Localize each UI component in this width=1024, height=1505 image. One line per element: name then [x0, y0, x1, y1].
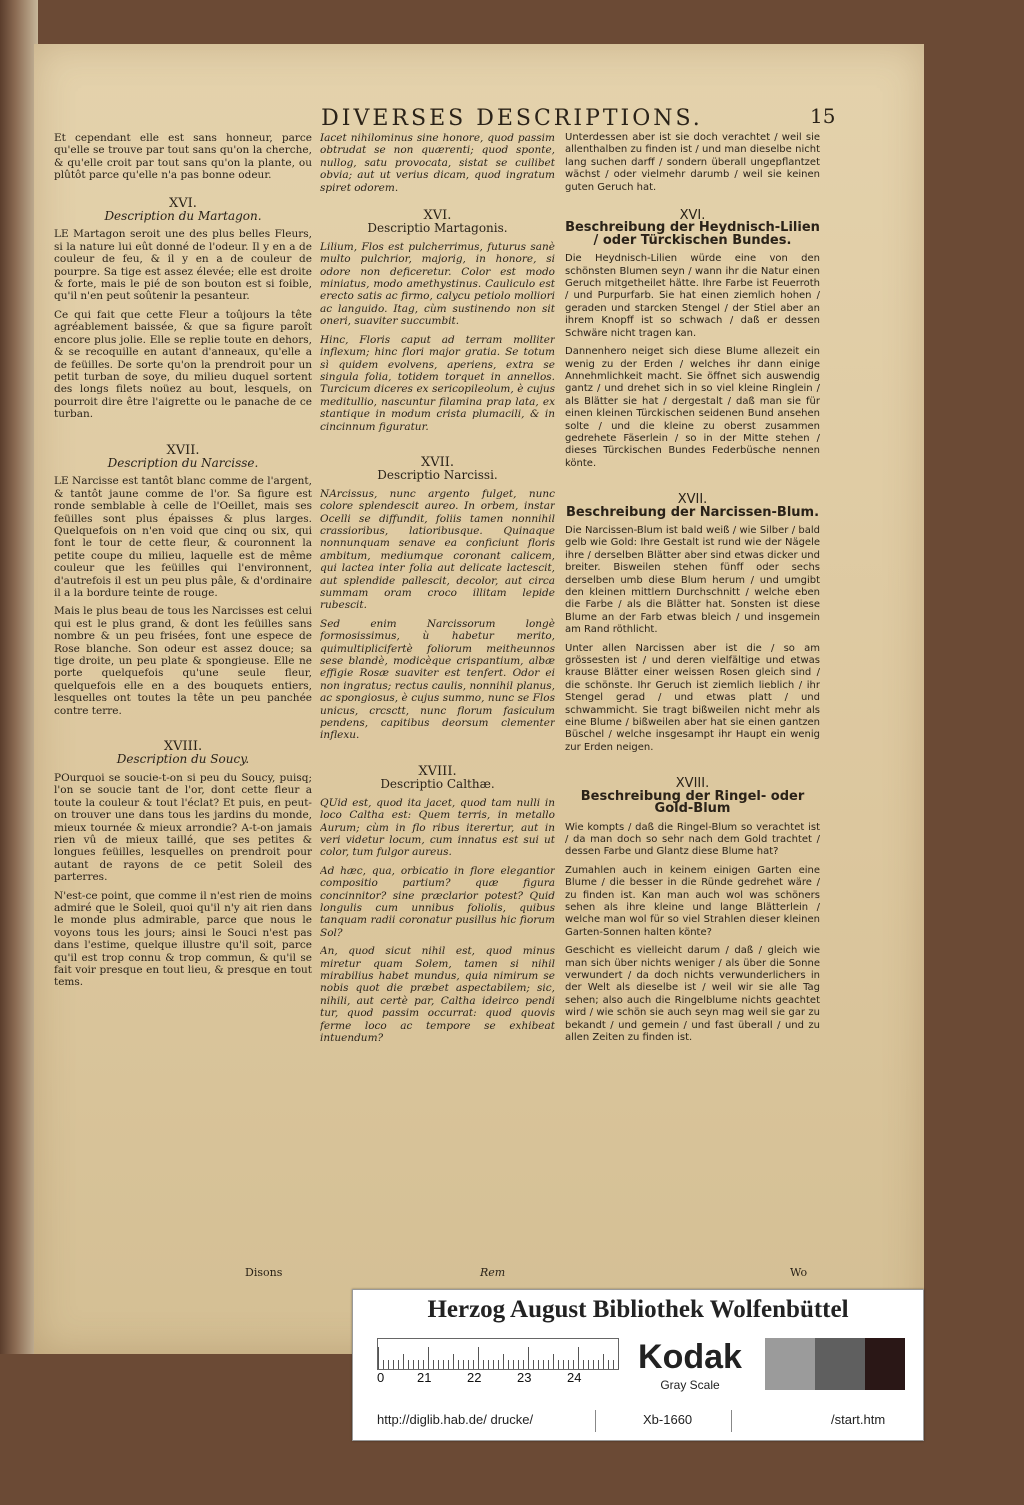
measurement-ruler: [377, 1338, 619, 1370]
ruler-tick: [548, 1360, 549, 1369]
ruler-tick: [553, 1354, 554, 1369]
section-number: XVII.: [677, 492, 708, 508]
shelfmark: Xb-1660: [643, 1412, 693, 1427]
paragraph-de: Dannenhero neiget sich diese Blume allezeit ein wenig zu der Erden / welches ihr dann einige Annehmlichkeit macht. Sie öffnet sich auswendig gantz / und drehet sich in so viel kleine Ringlein / als Blätter sie hat / dergestalt / daß man sie für einen kleinen Türckischen seidenen Bund ansehen solte / und die kleine zu oberst zusammen gedrehete Fäserlein / so in der Mitte stehen / dieses Türckischen Bundes Federbüsche nennen könte.: [565, 346, 820, 469]
ruler-tick: [478, 1347, 479, 1369]
section-number: XVI.: [169, 195, 197, 211]
section-title-de: Beschreibung der Narcissen-Blum.: [565, 504, 820, 520]
ruler-tick: [533, 1360, 534, 1369]
ruler-tick: [463, 1360, 464, 1369]
paragraph-de: Wie kompts / daß die Ringel-Blum so verachtet ist / da man doch so sehr nach dem Gold trachtet / dessen Farbe und Glantz diese Blume hat?: [565, 821, 820, 858]
section-title-la: Descriptio Calthæ.: [380, 777, 495, 792]
ruler-tick: [398, 1360, 399, 1369]
ruler-tick: [443, 1360, 444, 1369]
ruler-tick: [448, 1360, 449, 1369]
ruler-number: 24: [567, 1370, 582, 1385]
divider: [731, 1410, 732, 1432]
paragraph-fr: LE Narcisse est tantôt blanc comme de l'argent, & tantôt jaune comme de l'or. Sa figure est ronde semblable à celle de l'Oeillet, mais ses feüilles sont plus épaisses & plus larges. Quelquefois on n'en void que cinq ou six, qui font le tour de cette fleur, & couronnent la petite coupe du milieu, laquelle est de même couleur que les feüilles qui l'environnent, d'autrefois il est un peu plus pâle, & d'ordinaire il a la bordure teinte de rouge.: [54, 475, 312, 599]
ruler-tick: [508, 1360, 509, 1369]
section-title-fr: Description du Narcisse.: [107, 455, 259, 470]
ruler-tick: [433, 1360, 434, 1369]
ruler-tick: [488, 1360, 489, 1369]
ruler-tick: [538, 1360, 539, 1369]
ruler-tick: [608, 1360, 609, 1369]
ruler-tick: [418, 1360, 419, 1369]
page-number: 15: [810, 104, 836, 128]
paragraph-de: Die Narcissen-Blum ist bald weiß / wie Silber / bald gelb wie Gold: Ihre Gestalt ist rund wie der Nägele ihre / derselben Blätter aber sind etwas dicker und breiter. Bisweilen stehen fünff oder sechs derselben umb diese Blum herum / und umgibt den kleinen mittlern Durchschnitt / welche eben die Farbe / als die Blätter hat. Sonsten ist diese Blume an der Farb etwas bleich / und insgemein am Rand röthlicht.: [565, 524, 820, 636]
ruler-tick: [558, 1360, 559, 1369]
gray-swatch-light: [765, 1338, 815, 1390]
paragraph-la: Ad hæc, qua, orbicatio in flore elegantior compositio partium? quæ figura concinnitor? sine præclarior potest? Quid longulis cum unnibus foliolis, quibus tanquam radii coronatur pusillus hic fiorum Sol?: [320, 864, 555, 939]
target-footer: [353, 1408, 923, 1434]
intro-fr: Et cependant elle est sans honneur, parce qu'elle se trouve par tout sans qu'on la cherche, & qu'elle croit par tout sans qu'on la plante, ou plûtôt parce qu'elle n'a pas bonne odeur.: [54, 132, 312, 182]
ruler-tick: [468, 1360, 469, 1369]
section-title-de: Beschreibung der Heydnisch-Lilien / oder Türckischen Bundes.: [565, 220, 820, 248]
german-column: [565, 132, 820, 1262]
ruler-tick: [403, 1354, 404, 1369]
section-title-de: Beschreibung der Ringel- oder Gold-Blum: [580, 788, 805, 817]
library-name: Herzog August Bibliothek Wolfenbüttel: [427, 1296, 849, 1323]
ruler-tick: [603, 1354, 604, 1369]
ruler-tick: [573, 1360, 574, 1369]
section-number: XVI.: [679, 208, 706, 224]
ruler-tick: [458, 1360, 459, 1369]
ruler-tick: [543, 1360, 544, 1369]
ruler-numbers: [377, 1370, 617, 1388]
ruler-tick: [513, 1360, 514, 1369]
section-number: XVII.: [166, 442, 200, 458]
url-text: http://diglib.hab.de/ drucke/: [377, 1412, 534, 1427]
ruler-number: 23: [517, 1370, 532, 1385]
section-title-la: Descriptio Martagonis.: [367, 221, 508, 236]
ruler-tick: [473, 1360, 474, 1369]
latin-column: [320, 132, 555, 1262]
ruler-tick: [588, 1360, 589, 1369]
binding-edge: [0, 0, 38, 1505]
paragraph-fr: Mais le plus beau de tous les Narcisses est celui qui est le plus grand, & dont les feüilles sans nombre & un peu frisées, font une espece de Rose blanche. Son odeur est assez douce; sa tige droite, un peu plate & spongieuse. Elle ne porte quelquefois qu'une seule fleur, quelquefois elle en a des bouquets entiers, lesquelles ont toutes la tête un peu panchée contre terre.: [54, 605, 312, 717]
ruler-tick: [388, 1360, 389, 1369]
divider: [595, 1410, 596, 1432]
intro-la: Iacet nihilominus sine honore, quod passim obtrudat se non quærenti; quod sponte, nullog, satu provocata, sistat se cuilibet obvia; aut ut verius dicam, quod ingratum spiret odorem.: [320, 132, 555, 194]
running-title: DIVERSES DESCRIPTIONS.: [321, 106, 703, 131]
paragraph-la: Sed enim Narcissorum longè formosissimus, ù habetur merito, quimultiplicifertè foliorum meitheunnos sese blandè, modicèque crispantium, albæ effigie Rosæ suaviter est tenfert. Odor ei non ingratus; rectus caulis, nonnihil planus, ac spongiosus, è cujus summo, nunc se Flos unicus, crcsctt, nunc florum fasiculum pendens, capitibus deorsum clementer inflexu.: [320, 617, 555, 742]
ruler-tick: [498, 1360, 499, 1369]
catchword-de: Wo: [790, 1266, 808, 1279]
section-number: XVIII.: [675, 776, 710, 792]
section-number: XVI.: [423, 208, 452, 224]
ruler-tick: [613, 1360, 614, 1369]
catchword-fr: Disons: [245, 1266, 283, 1279]
color-target-card: [352, 1289, 924, 1441]
ruler-tick: [393, 1360, 394, 1369]
paragraph-la: QUid est, quod ita jacet, quod tam nulli in loco Caltha est: Quem terris, in metallo Aurum; cùm in flo ribus iterertur, aut in veri videtur locum, cum innatus est sui ut color, tum fulgor aureus.: [320, 796, 555, 859]
ruler-tick: [578, 1347, 579, 1369]
paragraph-la: An, quod sicut nihil est, quod minus miretur quam Solem, tamen si nihil mirabilius habet mundus, quia nimirum se nobis quot die præbet aspectabilem; sic, nihili, aut certè par, Caltha ideirco pendi tur, quod passim occurrat: quod quovis ferme loco ac tempore se exhibeat intuendum?: [320, 945, 555, 1044]
ruler-tick: [413, 1360, 414, 1369]
paragraph-de: Geschicht es vielleicht darum / daß / gleich wie man sich über nichts weniger / als über die Sonne verwundert / da doch nichts verwunderlichers in der Welt als dieselbe ist / weil wir sie alle Tag sehen; also auch die Ringelblume nichts geachtet wird / wie schön sie auch seyn mag weil sie gar zu bekandt / und gemein / und fast überall / und zu allen Zeiten zu finden ist.: [565, 945, 820, 1043]
ruler-tick: [453, 1354, 454, 1369]
ruler-tick: [483, 1360, 484, 1369]
paragraph-fr: LE Martagon seroit une des plus belles Fleurs, si la nature lui eût donné de l'odeur. Il y en a de couleur de feu, & il y en a de couleur de pourpre. Sa tige est assez élevée; elle est droite & forte, mais le pié de son bouton est si foible, qu'il n'en peut soûtenir la pesanteur.: [54, 228, 312, 303]
ruler-tick: [528, 1347, 529, 1369]
paragraph-la: Hinc, Floris caput ad terram molliter inflexum; hinc flori major gratia. Se totum sì quidem evolvens, aperiens, extra se singula folia, totidem torquet in annellos. Turcicum diceres ex sericopileolum, è cujus meditullio, nascuntur filamina prap lata, ex stantique in modum crista plumacili, & in cincinnum figuratur.: [320, 333, 555, 433]
section-title-fr: Description du Soucy.: [116, 752, 250, 767]
ruler-tick: [568, 1360, 569, 1369]
ruler-tick: [428, 1347, 429, 1369]
french-column: [54, 132, 312, 1262]
ruler-tick: [378, 1347, 379, 1369]
gray-scale-label: Gray Scale: [660, 1378, 720, 1392]
ruler-tick: [383, 1360, 384, 1369]
section-number: XVIII.: [418, 763, 457, 779]
ruler-tick: [618, 1360, 619, 1369]
ruler-number: 0: [377, 1370, 385, 1385]
intro-de: Unterdessen aber ist sie doch verachtet / weil sie allenthalben zu finden ist / und man dieselbe nicht lang suchen darff / sondern überall ungepflantzet wächst / oder vielmehr darumb / weil sie keinen guten Geruch hat.: [565, 132, 820, 193]
kodak-logo: Kodak: [638, 1338, 742, 1376]
ruler-tick: [583, 1360, 584, 1369]
start-page: /start.htm: [831, 1412, 886, 1427]
ruler-tick: [408, 1360, 409, 1369]
ruler-number: 21: [417, 1370, 432, 1385]
catchword-la: Rem: [480, 1266, 506, 1279]
gray-swatch-black: [865, 1338, 905, 1390]
ruler-tick: [593, 1360, 594, 1369]
paragraph-fr: Ce qui fait que cette Fleur a toûjours la tête agréablement baissée, & que sa figure paroît encore plus jolie. Elle se replie toute en dehors, & se recoquille en autant d'anneaux, qu'elle a de feüilles. De sorte qu'on la prendroit pour un petit turban de soye, du milieu duquel sortent des longs filets noüez au bout, lesquels, on pourroit dire être l'aigrette ou le panache de ce turban.: [54, 308, 312, 421]
ruler-tick: [598, 1360, 599, 1369]
ruler-tick: [438, 1360, 439, 1369]
ruler-number: 22: [467, 1370, 482, 1385]
paragraph-la: Lilium, Flos est pulcherrimus, futurus sanè multo pulchrior, majorig, in honore, si odore non deficeretur. Color est modo miniatus, modo amethystinus. Cauliculo est erecto satis ac firmo, calycu petiolo molliori ac languido. Itag, cùm sustinendo non sit oneri, suaviter succumbit.: [320, 240, 555, 328]
paragraph-fr: N'est-ce point, que comme il n'est rien de moins admiré que le Soleil, quoi qu'il n'y ait rien dans le monde plus admirable, parce que nous le voyons tous les jours; ainsi le Souci n'est pas dans l'estime, quelque illustre qu'il soit, parce qu'il est trop connu & trop commun, & qu'il se fait voir presque en tout lieu, & presque en tout tems.: [54, 889, 312, 989]
paragraph-de: Unter allen Narcissen aber ist die / so am grössesten ist / und deren vielfältige und etwas krause Blätter einer weissen Rosen gleich sind / die schönste. Ihr Geruch ist ziemlich lieblich / ihr Stengel gerad / und etwas platt / und schwammicht. Sie tragt bißweilen nicht mehr als eine Blume / bißweilen aber hat sie einen gantzen Büschel / welche insgesampt ihr Haupt ein wenig zur Erden neigen.: [565, 642, 820, 753]
section-title-fr: Description du Martagon.: [104, 209, 262, 224]
gray-swatch-dark: [815, 1338, 865, 1390]
ruler-tick: [423, 1360, 424, 1369]
ruler-tick: [503, 1354, 504, 1369]
section-number: XVIII.: [163, 739, 203, 755]
ruler-tick: [523, 1360, 524, 1369]
ruler-tick: [493, 1360, 494, 1369]
ruler-tick: [518, 1360, 519, 1369]
paragraph-de: Zumahlen auch in keinem einigen Garten eine Blume / die besser in die Ründe gedrehet wäre / zu finden ist. Kan man auch wol was schöners sehen als ihre kleine und lange Blätterlein / welche man wol für so viel Strahlen dieser kleinen Garten-Sonnen halten könte?: [565, 864, 820, 938]
section-title-la: Descriptio Narcissi.: [377, 468, 498, 483]
paragraph-la: NArcissus, nunc argento fulget, nunc colore splendescit aureo. In orbem, instar Ocelli se diffundit, foliis tamen nonnihil crassioribus, latioribusque. Quinaque nonnunquam senave ea conficiunt floris ambitum, mediumque coronant calicem, qui lactea inter folia aut delicate lactescit, aut splendide pallescit, decolor, aut circa summam oram croco illitam lepide rubescit.: [320, 487, 555, 612]
section-number: XVII.: [420, 454, 455, 470]
ruler-tick: [563, 1360, 564, 1369]
paragraph-de: Die Heydnisch-Lilien würde eine von den schönsten Blumen seyn / wann ihr die Natur einen Geruch mitgetheilet hätte. Ihre Farbe ist Feuerroth / und Purpurfarb. Sie hat einen ziemlich hohen / geraden und starcken Stengel / der Stiel aber an ihrem Knopff ist so schwach / daß er dessen Schwäre nicht tragen kan.: [565, 253, 820, 339]
paragraph-fr: POurquoi se soucie-t-on si peu du Soucy, puisq; l'on se soucie tant de l'or, dont cette fleur a toute la couleur & tout l'éclat? Et puis, en peut-on trouver une dans tous les jardins du monde, mieux tournée & mieux arrondie? A-t-on jamais rien vû de mieux taillé, que ses petites & longues feüilles, lesquelles on prendroit pour autant de rayons de ce petit Soleil des parterres.: [54, 771, 312, 884]
